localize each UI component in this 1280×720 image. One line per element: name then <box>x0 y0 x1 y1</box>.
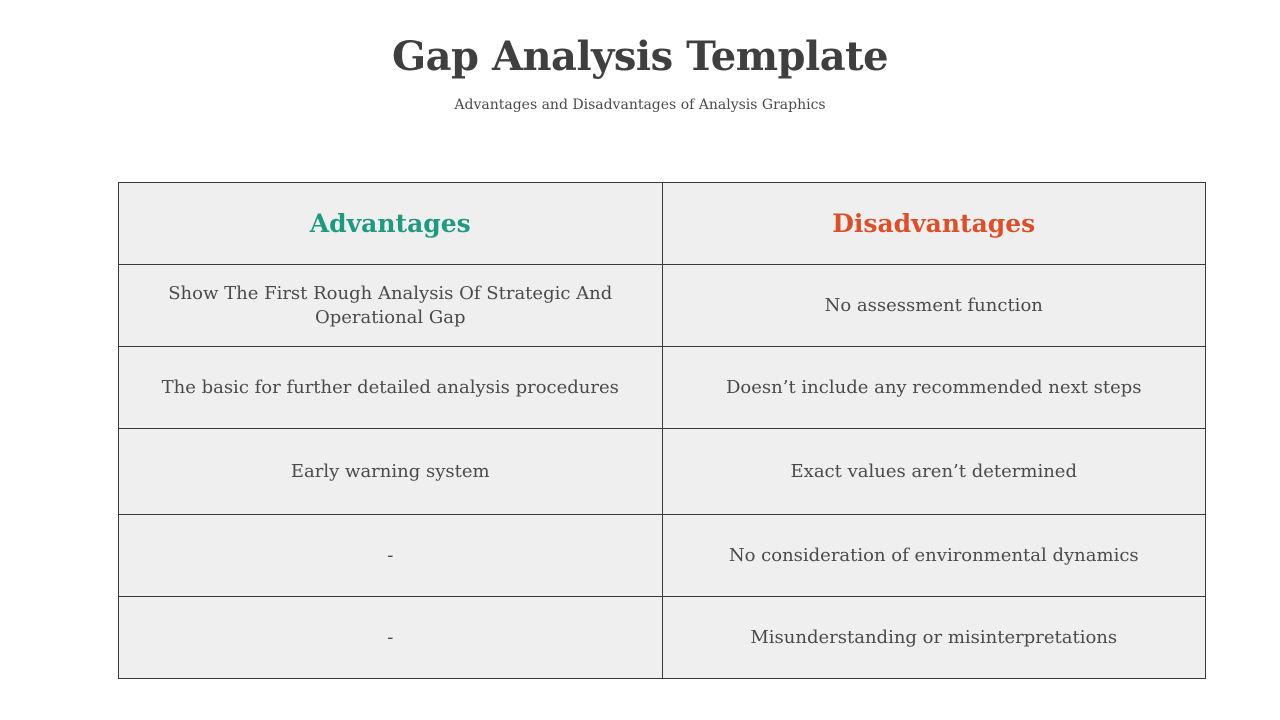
advantages-header: Advantages <box>119 183 663 265</box>
advantage-cell: The basic for further detailed analysis procedures <box>119 347 663 429</box>
advantage-cell: - <box>119 515 663 597</box>
disadvantage-cell: Exact values aren’t determined <box>662 429 1206 515</box>
disadvantage-cell: No assessment function <box>662 265 1206 347</box>
table-row <box>119 429 1206 515</box>
advantage-cell: Show The First Rough Analysis Of Strategic And Operational Gap <box>119 265 663 347</box>
advantage-cell: Early warning system <box>119 429 663 515</box>
table-row <box>119 265 1206 347</box>
slide-subtitle: Advantages and Disadvantages of Analysis Graphics <box>454 97 826 113</box>
disadvantage-cell: Doesn’t include any recommended next steps <box>662 347 1206 429</box>
slide-title: Gap Analysis Template <box>391 33 889 80</box>
table-row <box>119 515 1206 597</box>
table-row <box>119 597 1206 679</box>
table-row <box>119 347 1206 429</box>
disadvantage-cell: Misunderstanding or misinterpretations <box>662 597 1206 679</box>
gap-analysis-table <box>118 182 1206 679</box>
table-header-row <box>119 183 1206 265</box>
disadvantage-cell: No consideration of environmental dynamics <box>662 515 1206 597</box>
advantage-cell: - <box>119 597 663 679</box>
disadvantages-header: Disadvantages <box>662 183 1206 265</box>
